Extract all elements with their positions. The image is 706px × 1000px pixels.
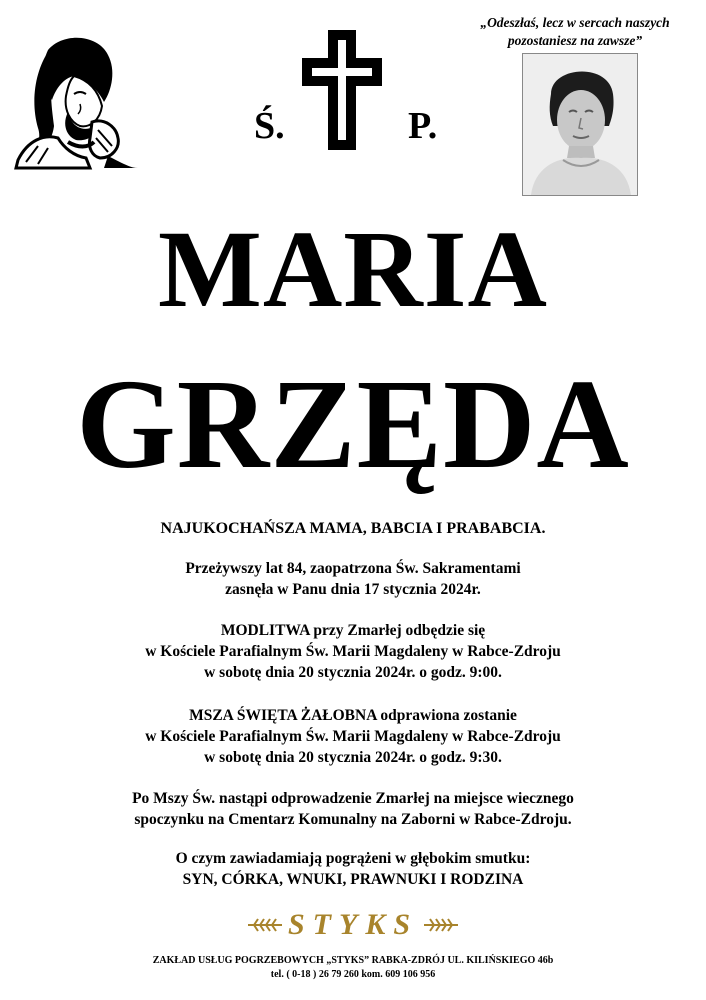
mass-line-1: MSZA ŚWIĘTA ŻAŁOBNA odprawiona zostanie bbox=[189, 707, 517, 724]
memorial-quote bbox=[455, 14, 695, 50]
death-line-2: zasnęła w Panu dnia 17 stycznia 2024r. bbox=[225, 581, 481, 598]
wheat-ornament-icon bbox=[246, 912, 284, 938]
footer-line-1: ZAKŁAD USŁUG POGRZEBOWYCH „STYKS” RABKA-ZDRÓJ UL. KILIŃSKIEGO 46b bbox=[152, 955, 554, 966]
sp-prefix-p: P. bbox=[408, 105, 438, 147]
prayer-line-2: w Kościele Parafialnym Św. Marii Magdaleny w Rabce-Zdroju bbox=[145, 643, 561, 660]
quote-line-1: „Odeszłaś, lecz w sercach naszych bbox=[480, 15, 670, 30]
prayer-line-1: MODLITWA przy Zmarłej odbędzie się bbox=[220, 622, 486, 639]
portrait-silhouette-icon bbox=[523, 54, 637, 195]
footer-line-2: tel. ( 0-18 ) 26 79 260 kom. 609 106 956 bbox=[270, 969, 436, 980]
burial-line-1: Po Mszy Św. nastąpi odprowadzenie Zmarłej na miejsce wiecznego bbox=[132, 790, 574, 807]
funeral-home-footer bbox=[0, 954, 706, 982]
prayer-line-3: w sobotę dnia 20 stycznia 2024r. o godz. 9:00. bbox=[204, 664, 502, 681]
mass-line-3: w sobotę dnia 20 stycznia 2024r. o godz. 9:30. bbox=[204, 749, 502, 766]
burial-block bbox=[0, 788, 706, 830]
styks-logo bbox=[0, 908, 706, 948]
notification-block bbox=[0, 848, 706, 890]
sp-prefix-s: Ś. bbox=[254, 105, 285, 147]
death-notice-block bbox=[0, 558, 706, 600]
death-line-1: Przeżywszy lat 84, zaopatrzona Św. Sakramentami bbox=[185, 560, 521, 577]
notify-line-2: SYN, CÓRKA, WNUKI, PRAWNUKI I RODZINA bbox=[182, 871, 524, 888]
family-title: NAJUKOCHAŃSZA MAMA, BABCIA I PRABABCIA. bbox=[160, 520, 546, 537]
burial-line-2: spoczynku na Cmentarz Komunalny na Zaborni w Rabce-Zdroju. bbox=[134, 811, 572, 828]
prayer-block bbox=[0, 620, 706, 683]
cross-icon bbox=[302, 30, 382, 150]
praying-figure-icon bbox=[8, 30, 143, 170]
mass-block bbox=[0, 705, 706, 768]
quote-line-2: pozostaniesz na zawsze” bbox=[507, 33, 643, 48]
deceased-first-name: MARIA bbox=[158, 208, 548, 330]
deceased-last-name: GRZĘDA bbox=[76, 353, 630, 495]
logo-text: STYKS bbox=[287, 908, 419, 941]
mass-line-2: w Kościele Parafialnym Św. Marii Magdaleny w Rabce-Zdroju bbox=[145, 728, 561, 745]
portrait-photo bbox=[522, 53, 638, 196]
notify-line-1: O czym zawiadamiają pogrążeni w głębokim smutku: bbox=[175, 850, 531, 867]
wheat-ornament-icon bbox=[422, 912, 460, 938]
